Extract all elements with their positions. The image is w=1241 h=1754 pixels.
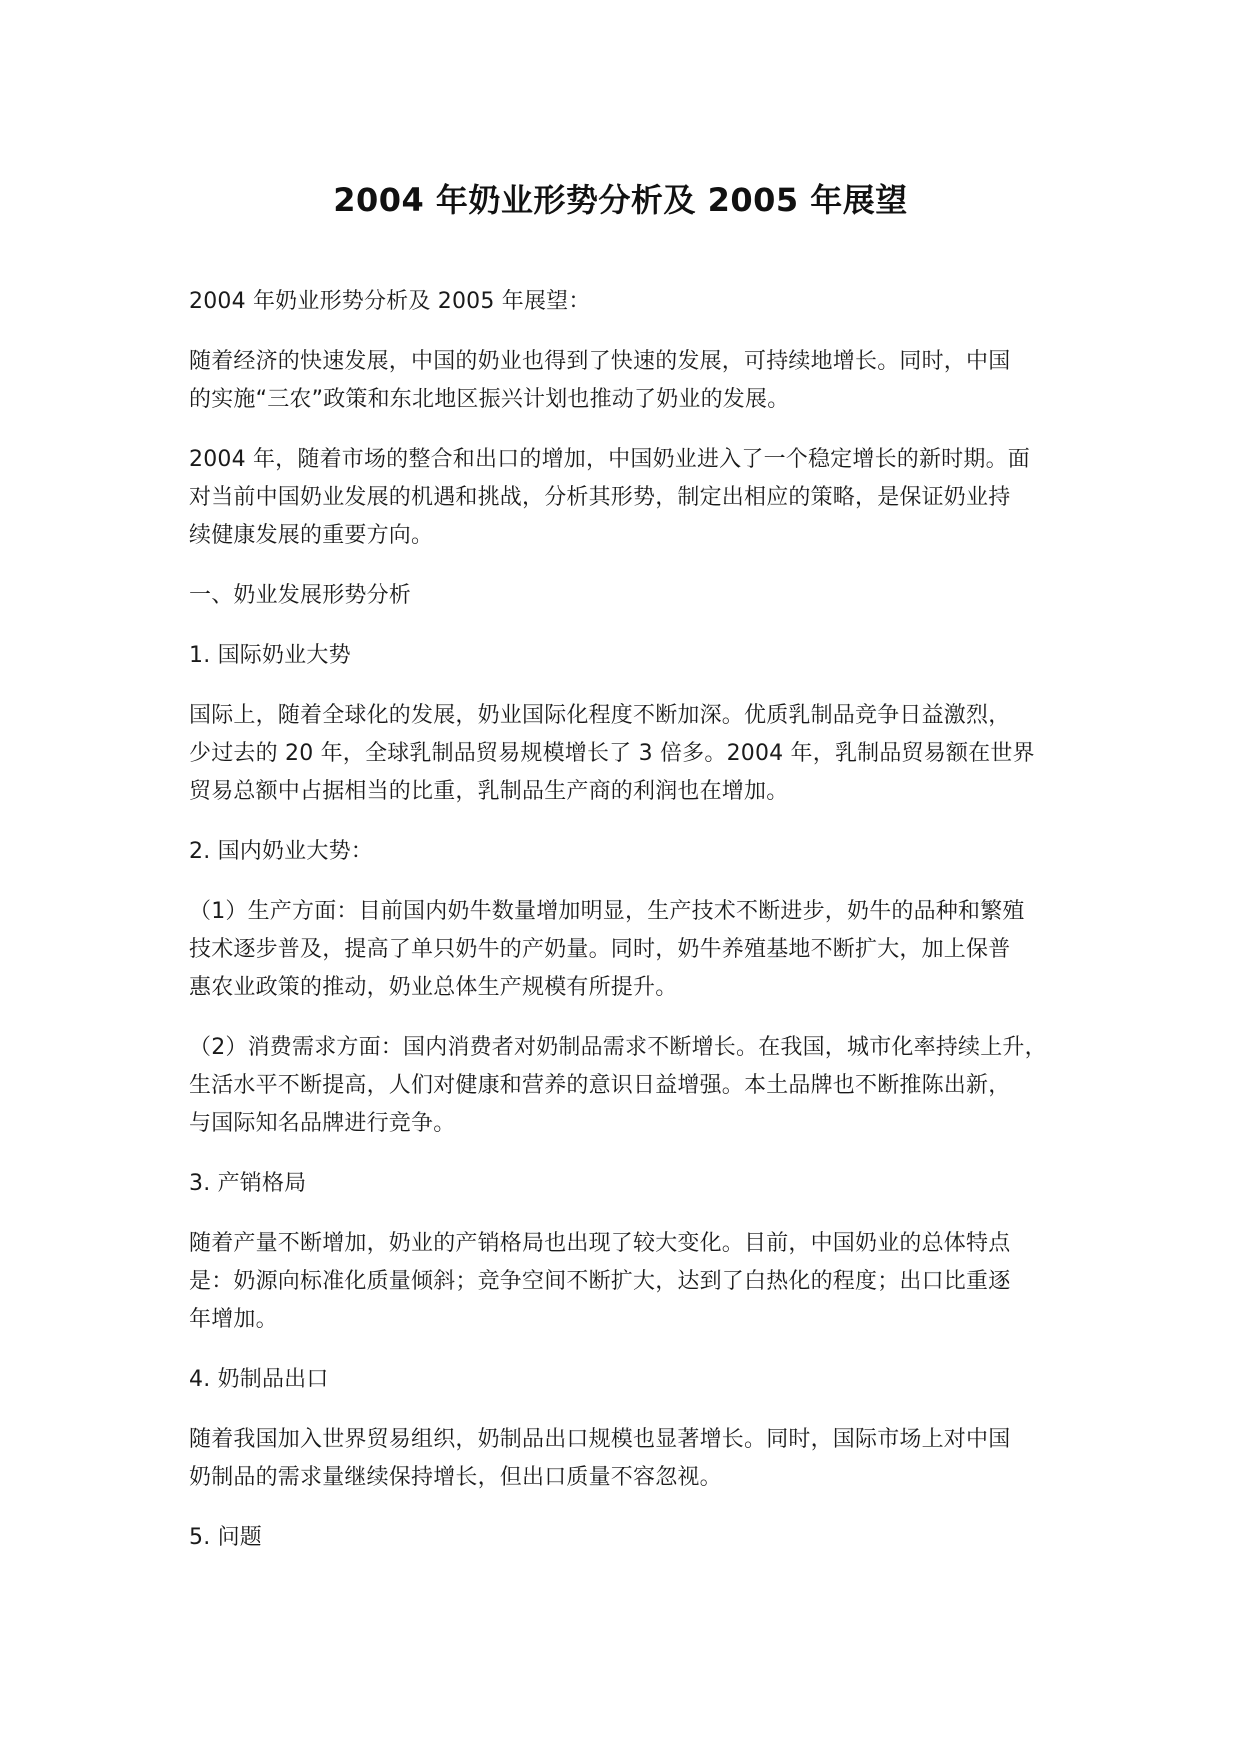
text-line: 贸易总额中占据相当的比重，乳制品生产商的利润也在增加。 bbox=[189, 779, 789, 804]
text-line: 少过去的 20 年，全球乳制品贸易规模增长了 3 倍多。2004 年，乳制品贸易额在世界 bbox=[189, 741, 1035, 766]
paragraph bbox=[189, 1029, 1089, 1143]
text-line: 2004 年奶业形势分析及 2005 年展望： bbox=[189, 289, 591, 314]
text-line: 对当前中国奶业发展的机遇和挑战，分析其形势，制定出相应的策略，是保证奶业持 bbox=[189, 485, 1011, 510]
text-line: 2004 年，随着市场的整合和出口的增加，中国奶业进入了一个稳定增长的新时期。面 bbox=[189, 447, 1030, 472]
text-line: 续健康发展的重要方向。 bbox=[189, 523, 434, 548]
text-line: 2. 国内奶业大势： bbox=[189, 839, 373, 864]
text-line: 随着我国加入世界贸易组织，奶制品出口规模也显著增长。同时，国际市场上对中国 bbox=[189, 1427, 1011, 1452]
text-line: （1）生产方面：目前国内奶牛数量增加明显，生产技术不断进步，奶牛的品种和繁殖 bbox=[189, 899, 1025, 924]
document-title: 2004 年奶业形势分析及 2005 年展望 bbox=[333, 181, 908, 219]
text-line: 随着经济的快速发展，中国的奶业也得到了快速的发展，可持续地增长。同时，中国 bbox=[189, 349, 1011, 374]
section-heading bbox=[189, 577, 1089, 615]
subsection-heading bbox=[189, 1361, 1089, 1399]
text-line: 5. 问题 bbox=[189, 1525, 262, 1550]
text-line: 4. 奶制品出口 bbox=[189, 1367, 329, 1392]
text-line: 的实施“三农”政策和东北地区振兴计划也推动了奶业的发展。 bbox=[189, 387, 790, 412]
text-line: 技术逐步普及，提高了单只奶牛的产奶量。同时，奶牛养殖基地不断扩大，加上保普 bbox=[189, 937, 1011, 962]
subsection-heading bbox=[189, 833, 1089, 871]
text-line: （2）消费需求方面：国内消费者对奶制品需求不断增长。在我国，城市化率持续上升， bbox=[189, 1035, 1047, 1060]
subsection-heading bbox=[189, 1519, 1089, 1557]
text-line: 3. 产销格局 bbox=[189, 1171, 307, 1196]
subsection-heading bbox=[189, 1165, 1089, 1203]
document-body bbox=[189, 283, 1089, 1557]
paragraph bbox=[189, 1421, 1089, 1497]
text-line: 生活水平不断提高，人们对健康和营养的意识日益增强。本土品牌也不断推陈出新， bbox=[189, 1073, 1011, 1098]
text-line: 国际上，随着全球化的发展，奶业国际化程度不断加深。优质乳制品竞争日益激烈， bbox=[189, 703, 1011, 728]
paragraph bbox=[189, 343, 1089, 419]
text-line: 年增加。 bbox=[189, 1307, 278, 1332]
intro-heading bbox=[189, 283, 1089, 321]
subsection-heading bbox=[189, 637, 1089, 675]
text-line: 一、奶业发展形势分析 bbox=[189, 583, 412, 608]
text-line: 奶制品的需求量继续保持增长，但出口质量不容忽视。 bbox=[189, 1465, 722, 1490]
text-line: 随着产量不断增加，奶业的产销格局也出现了较大变化。目前，中国奶业的总体特点 bbox=[189, 1231, 1011, 1256]
paragraph bbox=[189, 1225, 1089, 1339]
paragraph bbox=[189, 893, 1089, 1007]
text-line: 与国际知名品牌进行竞争。 bbox=[189, 1111, 456, 1136]
text-line: 惠农业政策的推动，奶业总体生产规模有所提升。 bbox=[189, 975, 678, 1000]
paragraph bbox=[189, 697, 1089, 811]
text-line: 是：奶源向标准化质量倾斜；竞争空间不断扩大，达到了白热化的程度；出口比重逐 bbox=[189, 1269, 1011, 1294]
text-line: 1. 国际奶业大势 bbox=[189, 643, 351, 668]
paragraph bbox=[189, 441, 1089, 555]
